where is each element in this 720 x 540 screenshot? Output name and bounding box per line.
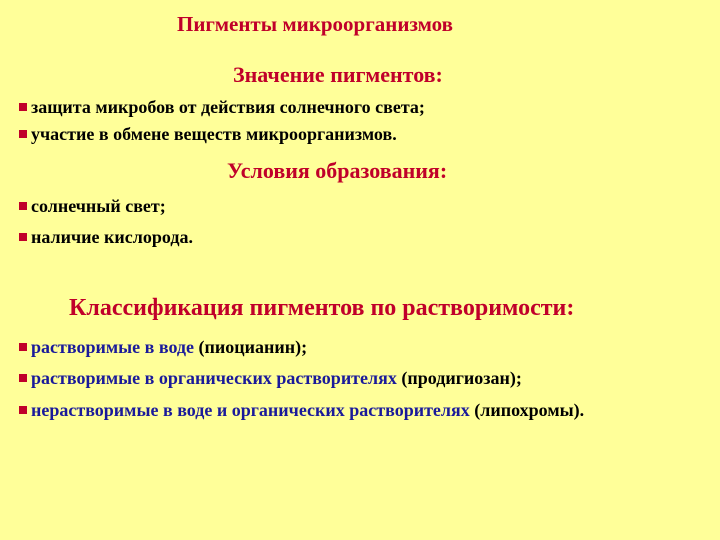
conditions-heading: Условия образования: [227,158,448,183]
classification-item-2 [19,368,522,389]
bullet-icon [19,406,27,414]
bullet-icon [19,202,27,210]
significance-item-2 [19,124,397,145]
list-item-text: защита микробов от действия солнечного света; [31,97,425,117]
bullet-icon [19,233,27,241]
solubility-label: нерастворимые в воде и органических растворителях [31,400,470,420]
list-item-text: солнечный свет; [31,196,166,216]
significance-item-1 [19,97,425,118]
classification-heading: Классификация пигментов по растворимости: [69,295,575,321]
list-item-text: участие в обмене веществ микроорганизмов. [31,124,397,144]
list-item-text: наличие кислорода. [31,227,193,247]
pigment-example: (продигиозан); [396,368,522,388]
conditions-item-1 [19,196,166,217]
pigment-example: (липохромы). [469,400,585,420]
classification-item-3 [19,397,709,423]
significance-heading: Значение пигментов: [233,62,443,87]
solubility-label: растворимые в воде [31,337,195,357]
bullet-icon [19,343,27,351]
bullet-icon [19,374,27,382]
slide-title: Пигменты микроорганизмов [177,12,453,36]
bullet-icon [19,130,27,138]
bullet-icon [19,103,27,111]
pigment-example: (пиоцианин); [194,337,308,357]
conditions-item-2 [19,227,193,248]
solubility-label: растворимые в органических растворителях [31,368,397,388]
classification-item-1 [19,337,307,358]
